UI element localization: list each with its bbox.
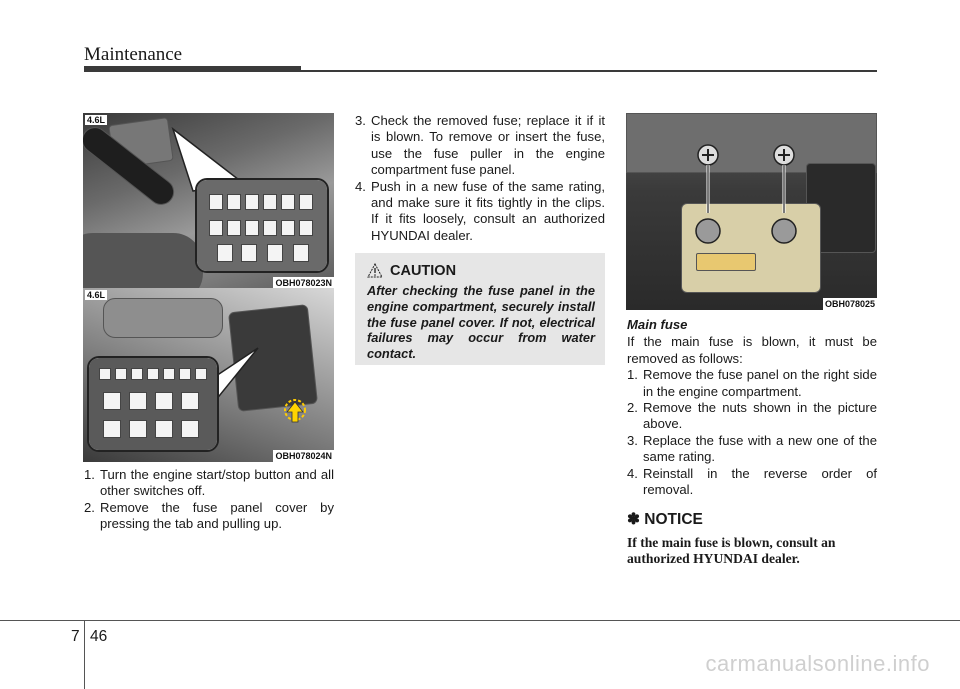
header-rule-thick: [84, 66, 301, 72]
step-item: [84, 500, 334, 533]
relay: [281, 194, 295, 210]
relay: [241, 244, 257, 262]
footer-divider: [84, 620, 85, 689]
figure-code: OBH078024N: [275, 451, 332, 461]
fuse-box-inset: [87, 356, 219, 452]
figure-code: OBH078023N: [275, 278, 332, 288]
engine-size-label: 4.6L: [87, 115, 106, 125]
callout-lines: [626, 113, 877, 310]
relay: [155, 392, 173, 410]
step-number: 2.: [84, 499, 95, 515]
step-item: [627, 400, 877, 433]
relay: [181, 420, 199, 438]
relay: [155, 420, 173, 438]
step-item: [627, 367, 877, 400]
relay: [129, 420, 147, 438]
engine-photo-fuse-cover: [83, 288, 334, 462]
figure-code: OBH078025: [824, 299, 875, 309]
relay: [263, 194, 277, 210]
relay: [103, 420, 121, 438]
relay: [179, 368, 191, 380]
notice-block: [627, 510, 877, 567]
main-fuse-section: [627, 317, 877, 498]
step-number: 4.: [627, 465, 638, 481]
step-text: Push in a new fuse of the same rating, and make sure it fits tightly in the clips. If it fits loosely, consult an authorized HYUNDAI dealer.: [371, 178, 605, 243]
relay: [227, 220, 241, 236]
relay: [281, 220, 295, 236]
caution-title: CAUTION: [390, 263, 457, 279]
chapter-number: 7: [71, 628, 80, 645]
step-item: [355, 179, 605, 245]
relay: [299, 220, 313, 236]
relay: [147, 368, 159, 380]
relay: [163, 368, 175, 380]
step-item: [627, 466, 877, 499]
watermark-text: carmanualsonline.info: [705, 651, 930, 676]
step-number: 2.: [627, 400, 638, 416]
step-text: Remove the fuse panel cover by pressing the tab and pulling up.: [100, 499, 334, 532]
step-item: [355, 113, 605, 179]
warning-triangle-icon: [367, 263, 383, 278]
section-title: Main fuse: [627, 317, 688, 332]
column-2-steps: [355, 113, 605, 244]
step-item: [627, 433, 877, 466]
caution-text: After checking the fuse panel in the engine compartment, securely install the fuse panel cover. If not, electrical failures may occur from water contact.: [367, 283, 595, 362]
step-number: 4.: [355, 178, 366, 194]
relay: [209, 220, 223, 236]
step-text: Check the removed fuse; replace it if it is blown. To remove or insert the fuse, use the fuse puller in the engine compartment fuse panel.: [371, 113, 605, 178]
relay: [99, 368, 111, 380]
relay: [217, 244, 233, 262]
step-number: 1.: [627, 367, 638, 383]
relay: [209, 194, 223, 210]
column-1-steps: [84, 467, 334, 533]
step-text: Turn the engine start/stop button and all other switches off.: [100, 467, 334, 499]
step-text: Replace the fuse with a new one of the same rating.: [643, 432, 877, 465]
step-text: Remove the fuse panel on the right side in the engine compartment.: [643, 367, 877, 399]
step-number: 1.: [84, 467, 95, 482]
relay: [293, 244, 309, 262]
relay: [181, 392, 199, 410]
relay: [103, 392, 121, 410]
page-number: 46: [90, 628, 108, 645]
header-rule-thin: [301, 70, 877, 72]
relay: [227, 194, 241, 210]
page-header-title: Maintenance: [84, 44, 183, 65]
step-number: 3.: [627, 432, 638, 448]
engine-photo-fuse-panel: [83, 113, 334, 289]
relay: [129, 392, 147, 410]
relay: [299, 194, 313, 210]
section-intro: If the main fuse is blown, it must be removed as follows:: [627, 334, 877, 366]
fuse-box-inset: [195, 178, 329, 273]
relay: [263, 220, 277, 236]
relay: [245, 220, 259, 236]
step-text: Remove the nuts shown in the picture above.: [643, 400, 877, 432]
relay: [267, 244, 283, 262]
relay: [195, 368, 207, 380]
caution-box: [355, 253, 605, 365]
step-number: 3.: [355, 113, 366, 128]
engine-size-label: 4.6L: [87, 290, 106, 300]
notice-text: If the main fuse is blown, consult an authorized HYUNDAI dealer.: [627, 535, 836, 566]
relay: [115, 368, 127, 380]
main-fuse-photo: [626, 113, 877, 310]
step-text: Reinstall in the reverse order of removal.: [643, 465, 877, 498]
footer-rule: [0, 620, 960, 621]
relay: [131, 368, 143, 380]
notice-title: ✽ NOTICE: [627, 511, 703, 528]
relay: [245, 194, 259, 210]
step-item: [84, 467, 334, 500]
